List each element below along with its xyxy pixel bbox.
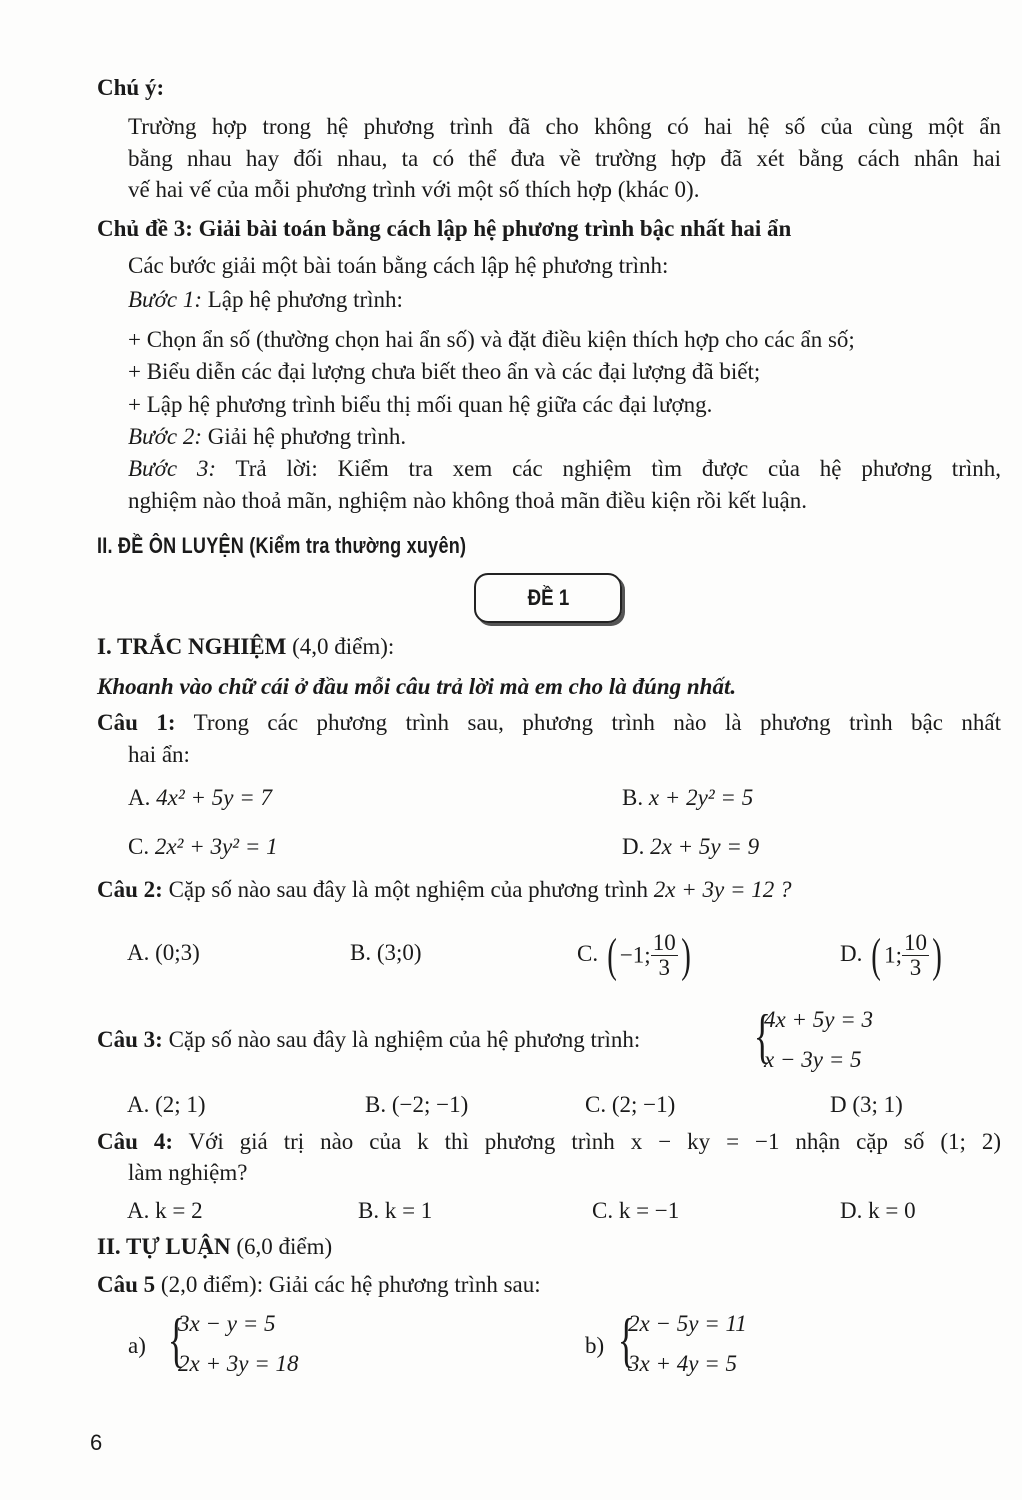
paren: ) [680,928,691,982]
step3-label: Bước 3: [128,456,217,481]
bullet: + Biểu diễn các đại lượng chưa biết theo ẩn và các đại lượng đã biết; [128,359,761,384]
section-heading: II. ĐỀ ÔN LUYỆN (Kiểm tra thường xuyên) [97,533,467,558]
option-c [577,924,694,986]
part2-heading [97,1233,332,1261]
q5 [97,1271,541,1299]
option-d: D (3; 1) [830,1092,903,1117]
note-line: vế hai vế của mỗi phương trình với một số thích hợp (khác 0). [128,177,700,202]
value: −1; [619,942,651,968]
option-letter: C. [577,941,599,966]
equation: 4x + 5y = 3 [764,1007,873,1032]
option-letter: B. [622,785,644,810]
option-letter: A. [127,940,150,965]
q-text: Cặp số nào sau đây là nghiệm của hệ phương trình: [162,1027,641,1052]
topic3-heading: Chủ đề 3: Giải bài toán bằng cách lập hệ phương trình bậc nhất hai ẩn [97,216,792,241]
brace: { [167,1307,186,1373]
option-d [622,833,759,861]
option-a: A. k = 2 [127,1198,203,1223]
option-a [127,939,200,967]
q-text: hai ẩn: [128,742,190,767]
paren: ( [607,928,617,982]
option-letter: D. [622,834,645,859]
q2 [97,876,791,904]
part-a-label: a) [128,1333,146,1358]
option-c: C. (2; −1) [585,1092,676,1117]
value: (0;3) [155,940,200,965]
step3-text: Trả lời: Kiểm tra xem các nghiệm tìm được của hệ phương trình, [216,456,1001,481]
q-text: (2,0 điểm): Giải các hệ phương trình sau: [155,1272,541,1297]
option-letter: D. [840,941,863,966]
option-b [350,939,422,967]
option-d [840,924,945,986]
value: (3;0) [376,940,422,965]
step1-label: Bước 1: [128,287,202,312]
value: 1; [884,942,902,968]
q3 [97,1026,640,1054]
q-label: Câu 5 [97,1272,156,1297]
q-label: Câu 2: [97,877,163,902]
denominator: 3 [909,955,922,981]
equation: 2x + 5y = 9 [650,834,760,859]
equation: 3x − y = 5 [178,1311,276,1336]
part1-title: I. TRẮC NGHIỆM [97,634,287,659]
q-text: Trong các phương trình sau, phương trình nào là phương trình bậc nhất [175,710,1002,735]
page-number: 6 [90,1430,103,1455]
step2-text: Giải hệ phương trình. [202,424,407,449]
equation: 2x² + 3y² = 1 [154,834,278,859]
option-a: A. (2; 1) [127,1092,206,1117]
brace: { [617,1307,636,1373]
option-letter: A. [128,785,151,810]
q-text: Cặp số nào sau đây là một nghiệm của phương trình [162,877,654,902]
option-b: B. k = 1 [358,1198,433,1223]
equation: x + 2y² = 5 [648,785,754,810]
numerator: 10 [652,930,676,956]
option-c [128,833,278,861]
denominator: 3 [658,955,670,981]
exam-label: ĐỀ 1 [527,585,569,610]
q-label: Câu 1: [97,710,176,735]
part-b-label: b) [585,1333,605,1358]
q1 [97,709,1001,737]
equation: 4x² + 5y = 7 [156,785,272,810]
bullet: + Chọn ẩn số (thường chọn hai ẩn số) và đặt điều kiện thích hợp cho các ẩn số; [128,327,855,352]
part1-heading [97,633,394,661]
q-text: Với giá trị nào của k thì phương trình x − ky = −1 nhận cặp số (1; 2) [173,1129,1001,1154]
part2-points: (6,0 điểm) [230,1234,333,1259]
note-title: Chú ý: [97,75,165,100]
q-label: Câu 3: [97,1027,163,1052]
equation: 2x + 3y = 12 ? [653,877,792,902]
option-letter: B. [350,940,372,965]
equation: 3x + 4y = 5 [628,1351,737,1376]
note-line: bằng nhau hay đối nhau, ta có thể đưa về trường hợp đã xét bằng cách nhân hai [128,146,1001,171]
q-label: Câu 4: [97,1129,174,1154]
equation: 2x + 3y = 18 [178,1351,299,1376]
paren: ( [871,928,881,982]
step3 [128,455,1001,483]
option-c: C. k = −1 [592,1198,680,1223]
step1 [128,286,403,314]
part1-points: (4,0 điểm): [286,634,395,659]
step2 [128,423,406,451]
brace: { [753,1003,772,1069]
option-letter: C. [128,834,150,859]
equation: x − 3y = 5 [764,1047,862,1072]
paren: ) [932,928,942,982]
fraction [902,931,929,980]
q4 [97,1128,1001,1156]
option-d: D. k = 0 [840,1198,916,1223]
option-a [128,784,272,812]
option-b [622,784,753,812]
q-text: làm nghiệm? [128,1160,248,1185]
instruction: Khoanh vào chữ cái ở đầu mỗi câu trả lời mà em cho là đúng nhất. [97,674,737,699]
option-b: B. (−2; −1) [365,1092,469,1117]
note-line: Trường hợp trong hệ phương trình đã cho không có hai hệ số của cùng một ẩn [128,114,1001,139]
bullet: + Lập hệ phương trình biểu thị mối quan hệ giữa các đại lượng. [128,392,713,417]
fraction [651,931,678,980]
step1-text: Lập hệ phương trình: [202,287,403,312]
step3-cont: nghiệm nào thoả mãn, nghiệm nào không thoả mãn điều kiện rồi kết luận. [128,488,807,513]
exam-label-box [474,573,622,623]
step2-label: Bước 2: [128,424,202,449]
equation: 2x − 5y = 11 [628,1311,747,1336]
numerator: 10 [904,930,927,956]
part2-title: II. TỰ LUẬN [97,1234,231,1259]
topic3-intro: Các bước giải một bài toán bằng cách lập hệ phương trình: [128,253,669,278]
